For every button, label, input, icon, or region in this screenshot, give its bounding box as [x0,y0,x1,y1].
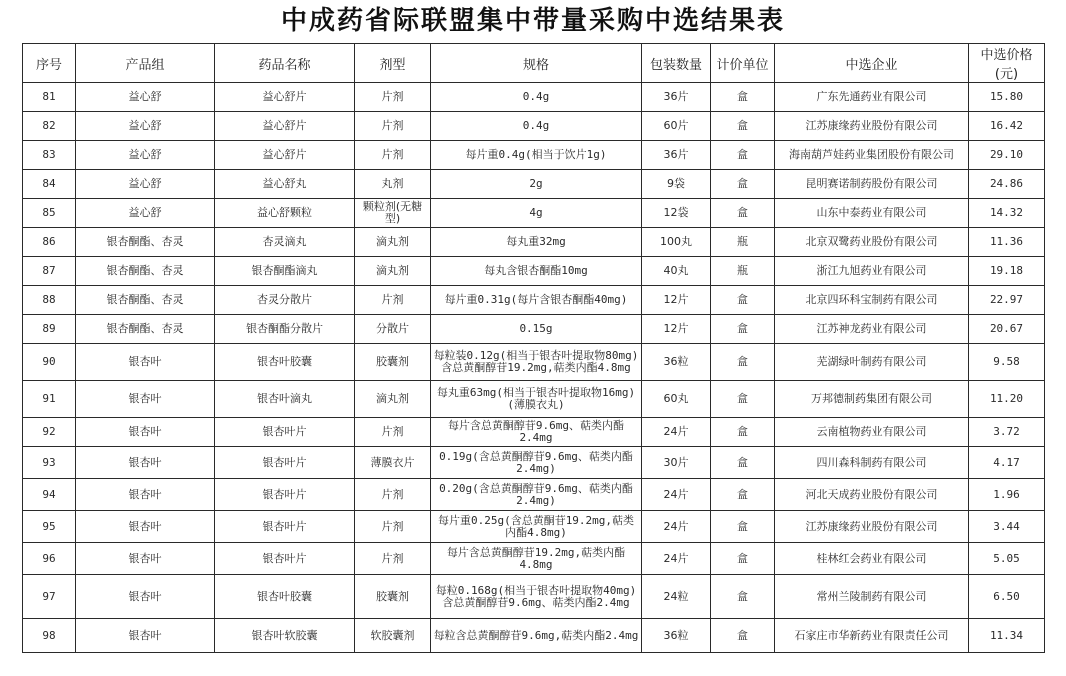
table-row [23,170,1045,199]
cell-pack: 24粒 [642,575,711,619]
cell-form: 软胶囊剂 [355,619,431,653]
cell-group: 银杏叶 [76,619,215,653]
cell-name: 银杏叶片 [215,511,355,543]
cell-price: 29.10 [969,141,1045,170]
cell-group: 银杏叶 [76,575,215,619]
cell-pack: 36片 [642,83,711,112]
cell-unit: 盒 [711,141,775,170]
page-title: 中成药省际联盟集中带量采购中选结果表 [280,6,785,36]
cell-unit: 盒 [711,543,775,575]
cell-name: 益心舒丸 [215,170,355,199]
cell-spec: 2g [431,170,642,199]
cell-group: 银杏酮酯、杏灵 [76,286,215,315]
cell-name: 银杏酮酯滴丸 [215,257,355,286]
cell-company: 海南葫芦娃药业集团股份有限公司 [775,141,969,170]
cell-name: 益心舒片 [215,112,355,141]
cell-group: 银杏叶 [76,447,215,479]
cell-name: 银杏叶软胶囊 [215,619,355,653]
cell-pack: 60丸 [642,381,711,418]
cell-spec: 0.20g(含总黄酮醇苷9.6mg、萜类内酯2.4mg) [431,479,642,511]
cell-price: 3.72 [969,418,1045,447]
table-row [23,619,1045,653]
cell-group: 银杏叶 [76,543,215,575]
cell-company: 石家庄市华新药业有限责任公司 [775,619,969,653]
cell-spec: 每丸含银杏酮酯10mg [431,257,642,286]
cell-unit: 盒 [711,286,775,315]
cell-price: 11.36 [969,228,1045,257]
cell-spec: 0.19g(含总黄酮醇苷9.6mg、萜类内酯2.4mg) [431,447,642,479]
table-row [23,381,1045,418]
cell-price: 1.96 [969,479,1045,511]
cell-group: 银杏叶 [76,479,215,511]
cell-pack: 12片 [642,315,711,344]
cell-price: 20.67 [969,315,1045,344]
cell-name: 益心舒片 [215,141,355,170]
table-row [23,447,1045,479]
cell-unit: 盒 [711,170,775,199]
cell-no: 89 [23,315,76,344]
results-table [22,43,1045,653]
cell-company: 河北天成药业股份有限公司 [775,479,969,511]
cell-pack: 24片 [642,511,711,543]
header-group: 产品组 [76,44,215,83]
cell-company: 北京四环科宝制药有限公司 [775,286,969,315]
cell-pack: 30片 [642,447,711,479]
cell-price: 15.80 [969,83,1045,112]
cell-form: 滴丸剂 [355,257,431,286]
cell-price: 6.50 [969,575,1045,619]
cell-name: 银杏叶胶囊 [215,575,355,619]
cell-price: 19.18 [969,257,1045,286]
cell-name: 银杏叶胶囊 [215,344,355,381]
cell-group: 益心舒 [76,112,215,141]
cell-spec: 每粒0.168g(相当于银杏叶提取物40mg)含总黄酮醇苷9.6mg、萜类内酯2.4mg [431,575,642,619]
cell-company: 江苏康缘药业股份有限公司 [775,511,969,543]
cell-unit: 盒 [711,199,775,228]
cell-form: 颗粒剂(无糖型) [355,199,431,228]
cell-price: 3.44 [969,511,1045,543]
cell-group: 益心舒 [76,141,215,170]
cell-group: 银杏酮酯、杏灵 [76,257,215,286]
header-price: 中选价格(元) [969,44,1045,83]
header-unit: 计价单位 [711,44,775,83]
table-row [23,418,1045,447]
cell-group: 银杏叶 [76,381,215,418]
cell-price: 5.05 [969,543,1045,575]
cell-spec: 每丸重32mg [431,228,642,257]
cell-group: 银杏酮酯、杏灵 [76,315,215,344]
cell-company: 桂林红会药业有限公司 [775,543,969,575]
cell-name: 益心舒片 [215,83,355,112]
cell-name: 银杏叶片 [215,447,355,479]
cell-pack: 36片 [642,141,711,170]
cell-name: 银杏叶滴丸 [215,381,355,418]
cell-no: 87 [23,257,76,286]
cell-group: 银杏叶 [76,511,215,543]
table-header-row [23,44,1045,83]
cell-unit: 瓶 [711,228,775,257]
cell-spec: 0.15g [431,315,642,344]
table-row [23,286,1045,315]
header-form: 剂型 [355,44,431,83]
header-name: 药品名称 [215,44,355,83]
cell-no: 85 [23,199,76,228]
cell-spec: 每片重0.4g(相当于饮片1g) [431,141,642,170]
cell-pack: 60片 [642,112,711,141]
cell-unit: 盒 [711,344,775,381]
cell-form: 胶囊剂 [355,575,431,619]
cell-no: 94 [23,479,76,511]
cell-company: 常州兰陵制药有限公司 [775,575,969,619]
cell-form: 滴丸剂 [355,228,431,257]
cell-company: 北京双鹭药业股份有限公司 [775,228,969,257]
cell-unit: 盒 [711,575,775,619]
cell-form: 滴丸剂 [355,381,431,418]
cell-pack: 100丸 [642,228,711,257]
cell-unit: 盒 [711,315,775,344]
cell-company: 芜湖绿叶制药有限公司 [775,344,969,381]
cell-group: 银杏叶 [76,418,215,447]
cell-pack: 24片 [642,418,711,447]
cell-unit: 盒 [711,381,775,418]
cell-spec: 每片重0.31g(每片含银杏酮酯40mg) [431,286,642,315]
cell-price: 4.17 [969,447,1045,479]
cell-spec: 每丸重63mg(相当于银杏叶提取物16mg)(薄膜衣丸) [431,381,642,418]
cell-form: 胶囊剂 [355,344,431,381]
cell-unit: 盒 [711,447,775,479]
cell-name: 益心舒颗粒 [215,199,355,228]
cell-no: 82 [23,112,76,141]
cell-company: 江苏神龙药业有限公司 [775,315,969,344]
cell-name: 杏灵滴丸 [215,228,355,257]
cell-company: 昆明赛诺制药股份有限公司 [775,170,969,199]
cell-no: 96 [23,543,76,575]
cell-pack: 12片 [642,286,711,315]
cell-price: 9.58 [969,344,1045,381]
table-row [23,575,1045,619]
table-row [23,511,1045,543]
cell-name: 银杏叶片 [215,543,355,575]
cell-company: 万邦德制药集团有限公司 [775,381,969,418]
cell-company: 山东中泰药业有限公司 [775,199,969,228]
cell-price: 11.20 [969,381,1045,418]
table-row [23,543,1045,575]
table-row [23,257,1045,286]
cell-pack: 36粒 [642,619,711,653]
cell-unit: 盒 [711,511,775,543]
cell-no: 97 [23,575,76,619]
header-no: 序号 [23,44,76,83]
cell-name: 银杏叶片 [215,479,355,511]
table-body [23,83,1045,653]
cell-company: 江苏康缘药业股份有限公司 [775,112,969,141]
cell-price: 16.42 [969,112,1045,141]
cell-no: 91 [23,381,76,418]
cell-pack: 9袋 [642,170,711,199]
cell-pack: 12袋 [642,199,711,228]
cell-form: 片剂 [355,112,431,141]
table-row [23,315,1045,344]
cell-form: 片剂 [355,418,431,447]
cell-form: 片剂 [355,511,431,543]
cell-price: 11.34 [969,619,1045,653]
table-row [23,228,1045,257]
cell-group: 益心舒 [76,199,215,228]
cell-no: 84 [23,170,76,199]
cell-spec: 每片重0.25g(含总黄酮苷19.2mg,萜类内酯4.8mg) [431,511,642,543]
cell-form: 丸剂 [355,170,431,199]
cell-spec: 0.4g [431,83,642,112]
table-row [23,112,1045,141]
cell-no: 93 [23,447,76,479]
cell-price: 22.97 [969,286,1045,315]
cell-name: 杏灵分散片 [215,286,355,315]
cell-company: 浙江九旭药业有限公司 [775,257,969,286]
table-row [23,83,1045,112]
table-row [23,141,1045,170]
cell-form: 片剂 [355,543,431,575]
cell-no: 88 [23,286,76,315]
cell-no: 90 [23,344,76,381]
cell-form: 片剂 [355,479,431,511]
cell-pack: 24片 [642,479,711,511]
cell-group: 益心舒 [76,83,215,112]
cell-form: 片剂 [355,83,431,112]
cell-spec: 每粒装0.12g(相当于银杏叶提取物80mg)含总黄酮醇苷19.2mg,萜类内酯4.8mg [431,344,642,381]
cell-group: 银杏叶 [76,344,215,381]
cell-price: 24.86 [969,170,1045,199]
header-company: 中选企业 [775,44,969,83]
cell-price: 14.32 [969,199,1045,228]
cell-name: 银杏叶片 [215,418,355,447]
cell-company: 广东先通药业有限公司 [775,83,969,112]
cell-no: 86 [23,228,76,257]
cell-spec: 0.4g [431,112,642,141]
table-row [23,479,1045,511]
cell-unit: 盒 [711,83,775,112]
cell-company: 云南植物药业有限公司 [775,418,969,447]
cell-no: 98 [23,619,76,653]
cell-form: 片剂 [355,141,431,170]
cell-spec: 每粒含总黄酮醇苷9.6mg,萜类内酯2.4mg [431,619,642,653]
cell-unit: 瓶 [711,257,775,286]
header-spec: 规格 [431,44,642,83]
cell-no: 92 [23,418,76,447]
cell-no: 81 [23,83,76,112]
cell-unit: 盒 [711,619,775,653]
header-pack: 包装数量 [642,44,711,83]
cell-form: 片剂 [355,286,431,315]
cell-spec: 4g [431,199,642,228]
cell-group: 银杏酮酯、杏灵 [76,228,215,257]
cell-name: 银杏酮酯分散片 [215,315,355,344]
cell-unit: 盒 [711,418,775,447]
cell-group: 益心舒 [76,170,215,199]
cell-unit: 盒 [711,479,775,511]
cell-pack: 36粒 [642,344,711,381]
cell-pack: 40丸 [642,257,711,286]
cell-form: 薄膜衣片 [355,447,431,479]
cell-company: 四川森科制药有限公司 [775,447,969,479]
cell-pack: 24片 [642,543,711,575]
cell-no: 95 [23,511,76,543]
table-row [23,199,1045,228]
cell-spec: 每片含总黄酮醇苷9.6mg、萜类内酯2.4mg [431,418,642,447]
cell-form: 分散片 [355,315,431,344]
cell-no: 83 [23,141,76,170]
table-row [23,344,1045,381]
cell-spec: 每片含总黄酮醇苷19.2mg,萜类内酯4.8mg [431,543,642,575]
cell-unit: 盒 [711,112,775,141]
